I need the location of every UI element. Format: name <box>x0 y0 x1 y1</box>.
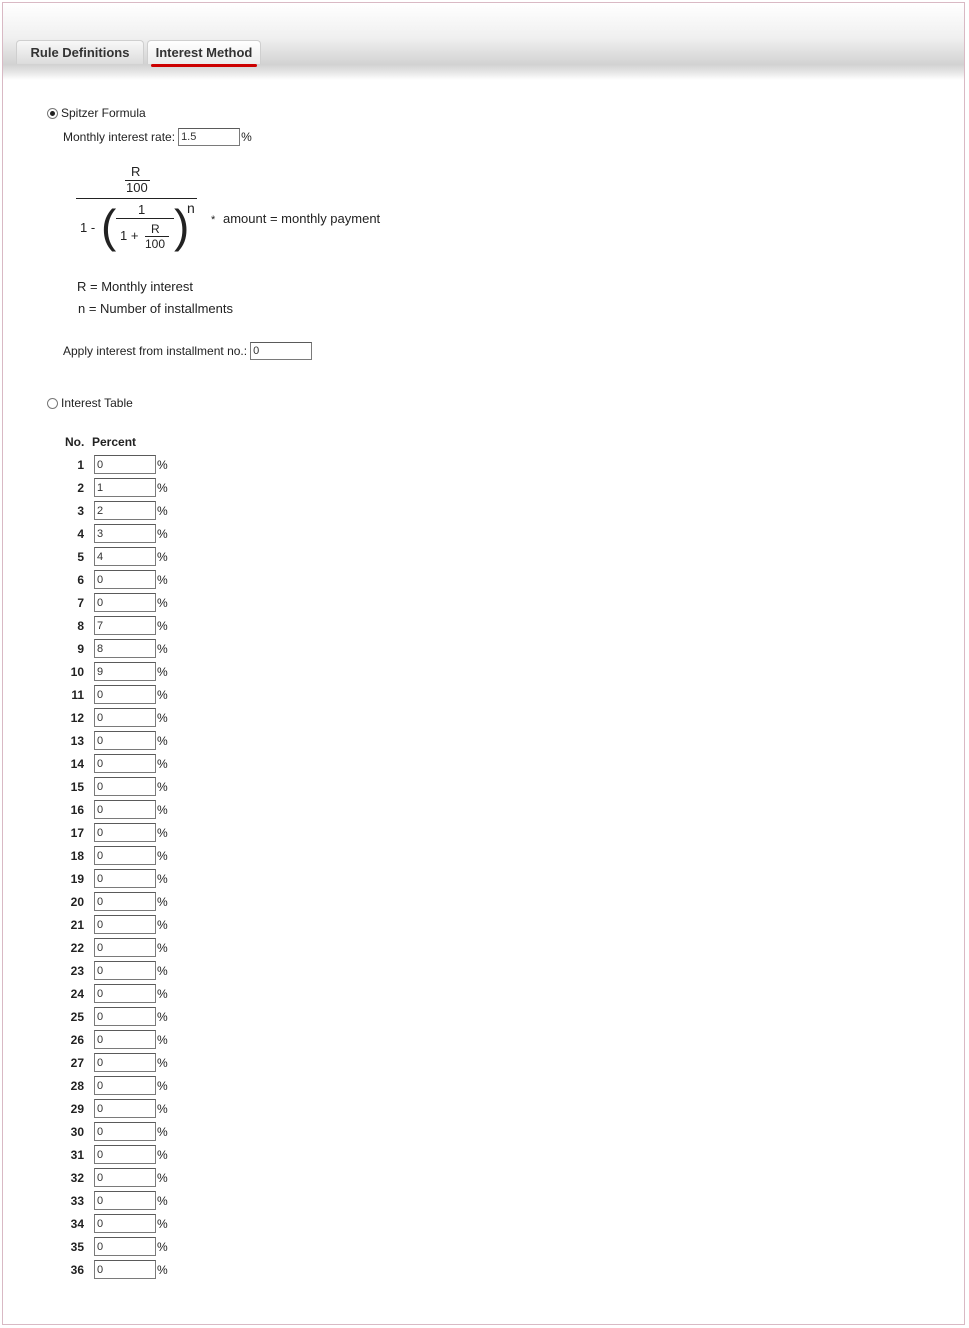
formula-multiply: * <box>211 214 216 226</box>
percent-unit: % <box>157 618 168 633</box>
tab-rule-definitions[interactable] <box>16 40 144 64</box>
percent-input[interactable] <box>94 501 156 520</box>
percent-unit: % <box>157 457 168 472</box>
percent-input[interactable] <box>94 455 156 474</box>
row-number: 33 <box>70 1193 84 1208</box>
percent-input[interactable] <box>94 1214 156 1233</box>
table-row <box>63 1074 168 1097</box>
percent-unit: % <box>157 1216 168 1231</box>
formula-left-paren: ( <box>101 200 117 252</box>
percent-unit: % <box>157 1124 168 1139</box>
monthly-rate-label: Monthly interest rate: <box>63 130 176 144</box>
table-row <box>63 522 168 545</box>
percent-unit: % <box>157 1055 168 1070</box>
percent-unit: % <box>157 1147 168 1162</box>
percent-unit: % <box>157 940 168 955</box>
formula-num-r: R <box>131 164 141 179</box>
percent-input[interactable] <box>94 984 156 1003</box>
percent-unit: % <box>157 848 168 863</box>
row-number: 23 <box>70 963 84 978</box>
percent-input[interactable] <box>94 754 156 773</box>
row-number: 17 <box>70 825 84 840</box>
table-row <box>63 775 168 798</box>
percent-unit: % <box>157 986 168 1001</box>
monthly-rate-row <box>63 128 252 146</box>
row-number: 29 <box>70 1101 84 1116</box>
interest-table-option[interactable] <box>47 396 133 410</box>
percent-unit: % <box>157 1239 168 1254</box>
table-row <box>63 798 168 821</box>
percent-input[interactable] <box>94 547 156 566</box>
row-number: 25 <box>70 1009 84 1024</box>
percent-input[interactable] <box>94 892 156 911</box>
percent-input[interactable] <box>94 616 156 635</box>
row-number: 2 <box>77 480 84 495</box>
row-number: 6 <box>77 572 84 587</box>
monthly-rate-unit: % <box>241 130 252 144</box>
row-number: 31 <box>70 1147 84 1162</box>
row-number: 12 <box>70 710 84 725</box>
percent-input[interactable] <box>94 1030 156 1049</box>
percent-input[interactable] <box>94 662 156 681</box>
percent-unit: % <box>157 641 168 656</box>
percent-input[interactable] <box>94 1099 156 1118</box>
percent-input[interactable] <box>94 685 156 704</box>
table-row <box>63 637 168 660</box>
row-number: 16 <box>70 802 84 817</box>
percent-unit: % <box>157 1078 168 1093</box>
row-number: 4 <box>77 526 84 541</box>
row-number: 36 <box>70 1262 84 1277</box>
table-row <box>63 1166 168 1189</box>
row-number: 7 <box>77 595 84 610</box>
row-number: 35 <box>70 1239 84 1254</box>
table-row <box>63 959 168 982</box>
tab-interest-method[interactable] <box>147 40 261 64</box>
percent-unit: % <box>157 917 168 932</box>
percent-unit: % <box>157 779 168 794</box>
table-row <box>63 1235 168 1258</box>
percent-unit: % <box>157 1101 168 1116</box>
row-number: 24 <box>70 986 84 1001</box>
percent-unit: % <box>157 687 168 702</box>
percent-unit: % <box>157 595 168 610</box>
row-number: 3 <box>77 503 84 518</box>
apply-from-row <box>63 342 312 360</box>
formula-inner-one: 1 <box>138 202 146 217</box>
legend-r: R = Monthly interest <box>77 279 193 294</box>
row-number: 15 <box>70 779 84 794</box>
formula-one-plus: 1 + <box>120 228 139 243</box>
column-header-no: No. <box>65 435 85 449</box>
table-row <box>63 683 168 706</box>
row-number: 10 <box>70 664 84 679</box>
row-number: 18 <box>70 848 84 863</box>
spitzer-option[interactable] <box>47 106 146 120</box>
row-number: 34 <box>70 1216 84 1231</box>
row-number: 1 <box>77 457 84 472</box>
column-header-percent: Percent <box>92 435 137 449</box>
percent-unit: % <box>157 963 168 978</box>
row-number: 21 <box>70 917 84 932</box>
percent-unit: % <box>157 549 168 564</box>
percent-input[interactable] <box>94 1007 156 1026</box>
table-row <box>63 867 168 890</box>
table-row <box>63 1212 168 1235</box>
percent-input[interactable] <box>94 1053 156 1072</box>
row-number: 27 <box>70 1055 84 1070</box>
percent-input[interactable] <box>94 1122 156 1141</box>
row-number: 28 <box>70 1078 84 1093</box>
percent-input[interactable] <box>94 1168 156 1187</box>
table-row <box>63 844 168 867</box>
percent-unit: % <box>157 1170 168 1185</box>
table-row <box>63 591 168 614</box>
table-row <box>63 936 168 959</box>
spitzer-radio[interactable] <box>47 108 58 119</box>
interest-table-radio[interactable] <box>47 398 58 409</box>
percent-input[interactable] <box>94 708 156 727</box>
percent-unit: % <box>157 503 168 518</box>
percent-unit: % <box>157 526 168 541</box>
active-tab-indicator <box>151 64 257 67</box>
table-row <box>63 706 168 729</box>
table-row <box>63 1028 168 1051</box>
percent-input[interactable] <box>94 1145 156 1164</box>
percent-input[interactable] <box>94 731 156 750</box>
percent-input[interactable] <box>94 639 156 658</box>
formula-exponent-n: n <box>187 200 195 216</box>
percent-input[interactable] <box>94 846 156 865</box>
percent-input[interactable] <box>94 1237 156 1256</box>
row-number: 30 <box>70 1124 84 1139</box>
formula-inner-100: 100 <box>145 237 166 251</box>
formula-inner-r: R <box>151 222 160 236</box>
table-row <box>63 890 168 913</box>
percent-unit: % <box>157 871 168 886</box>
percent-unit: % <box>157 802 168 817</box>
percent-input[interactable] <box>94 524 156 543</box>
percent-unit: % <box>157 664 168 679</box>
percent-input[interactable] <box>94 823 156 842</box>
percent-unit: % <box>157 1009 168 1024</box>
percent-unit: % <box>157 825 168 840</box>
table-row <box>63 499 168 522</box>
formula-one-minus: 1 - <box>80 220 96 235</box>
table-row <box>63 821 168 844</box>
tab-rule-definitions-label: Rule Definitions <box>30 45 130 60</box>
row-number: 9 <box>77 641 84 656</box>
percent-unit: % <box>157 894 168 909</box>
tab-header <box>3 3 964 80</box>
row-number: 26 <box>70 1032 84 1047</box>
table-row <box>63 752 168 775</box>
row-number: 19 <box>70 871 84 886</box>
percent-input[interactable] <box>94 478 156 497</box>
percent-input[interactable] <box>94 961 156 980</box>
monthly-rate-input[interactable] <box>178 128 240 146</box>
formula-right-paren: ) <box>174 200 190 252</box>
percent-unit: % <box>157 480 168 495</box>
percent-unit: % <box>157 1262 168 1277</box>
table-row <box>63 453 168 476</box>
table-row <box>63 1005 168 1028</box>
table-row <box>63 476 168 499</box>
table-row <box>63 729 168 752</box>
percent-input[interactable] <box>94 938 156 957</box>
percent-input[interactable] <box>94 1191 156 1210</box>
percent-unit: % <box>157 1032 168 1047</box>
legend-n: n = Number of installments <box>78 301 233 316</box>
percent-input[interactable] <box>94 915 156 934</box>
interest-table-label: Interest Table <box>61 396 133 410</box>
table-row <box>63 1120 168 1143</box>
apply-from-label: Apply interest from installment no.: <box>63 344 248 358</box>
spitzer-label: Spitzer Formula <box>61 106 146 120</box>
formula-main-fraction-bar <box>76 198 197 199</box>
formula-tail: amount = monthly payment <box>223 211 381 226</box>
percent-input[interactable] <box>94 777 156 796</box>
row-number: 11 <box>71 687 84 702</box>
percent-input[interactable] <box>94 800 156 819</box>
table-row <box>63 1143 168 1166</box>
table-row <box>63 1051 168 1074</box>
percent-unit: % <box>157 1193 168 1208</box>
percent-unit: % <box>157 756 168 771</box>
formula-num-100: 100 <box>126 180 148 195</box>
formula-inner-fraction-bar <box>116 218 174 219</box>
spitzer-formula <box>73 163 403 263</box>
percent-input[interactable] <box>94 1076 156 1095</box>
tab-interest-method-label: Interest Method <box>155 45 253 60</box>
percent-input[interactable] <box>94 570 156 589</box>
row-number: 14 <box>70 756 84 771</box>
percent-input[interactable] <box>94 869 156 888</box>
table-row <box>63 1258 168 1281</box>
percent-unit: % <box>157 710 168 725</box>
row-number: 22 <box>70 940 84 955</box>
table-row <box>63 1189 168 1212</box>
percent-unit: % <box>157 572 168 587</box>
table-row <box>63 568 168 591</box>
table-row <box>63 545 168 568</box>
table-row <box>63 1097 168 1120</box>
row-number: 5 <box>77 549 84 564</box>
row-number: 13 <box>70 733 84 748</box>
row-number: 8 <box>77 618 84 633</box>
table-row <box>63 913 168 936</box>
table-row <box>63 614 168 637</box>
table-row <box>63 660 168 683</box>
page-frame <box>2 2 965 1325</box>
apply-from-input[interactable] <box>250 342 312 360</box>
table-row <box>63 982 168 1005</box>
percent-input[interactable] <box>94 593 156 612</box>
percent-input[interactable] <box>94 1260 156 1279</box>
percent-unit: % <box>157 733 168 748</box>
row-number: 32 <box>70 1170 84 1185</box>
row-number: 20 <box>70 894 84 909</box>
